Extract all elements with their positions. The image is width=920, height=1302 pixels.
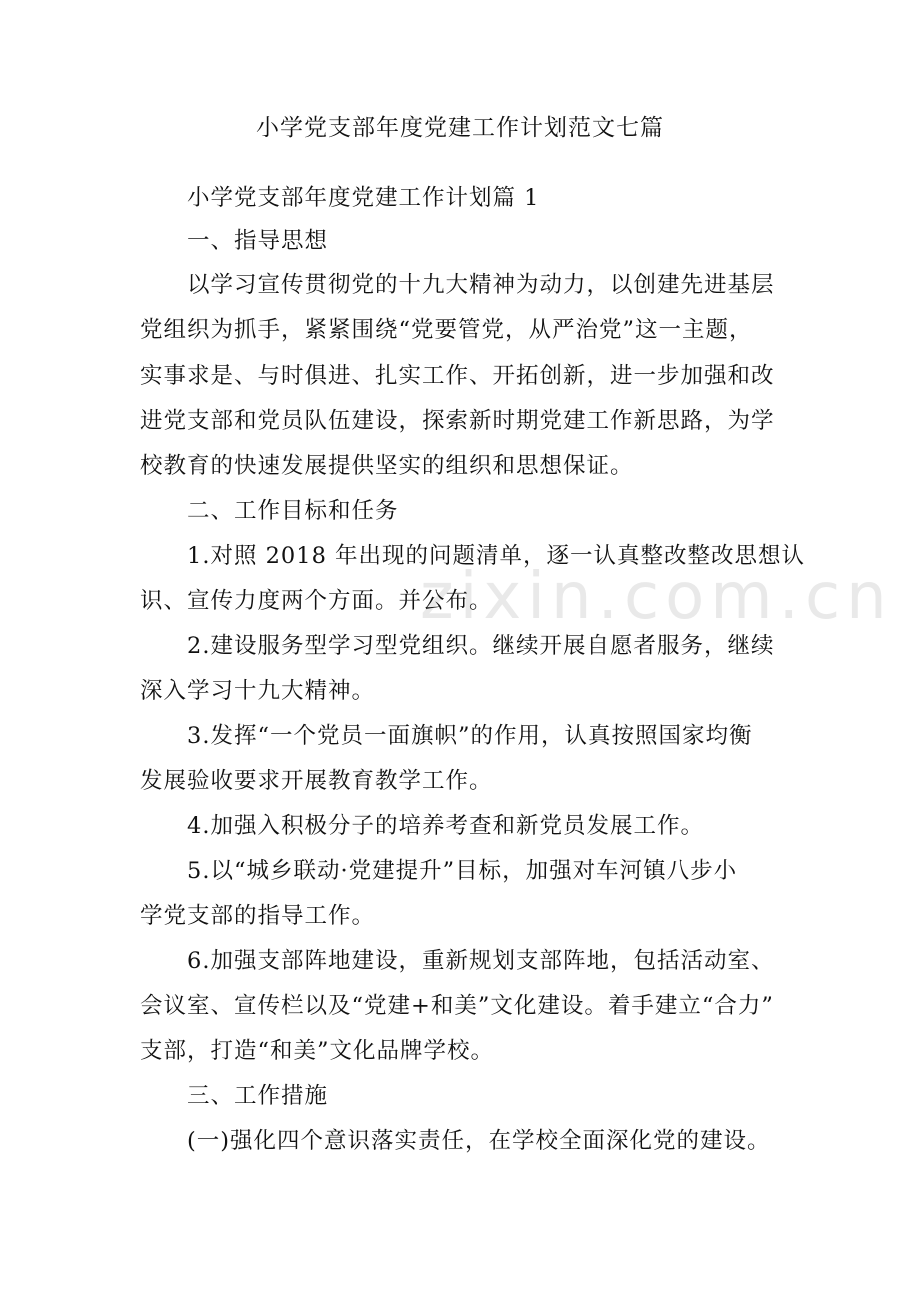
list-item-5-line: 学党支部的指导工作。 [140,903,376,929]
list-item-2-line: 2.建设服务型学习型党组织。继续开展自愿者服务，继续 [187,633,775,659]
list-item-3-line: 发展验收要求开展教育教学工作。 [140,768,493,794]
list-item-6-line: 6.加强支部阵地建设，重新规划支部阵地，包括活动室、 [187,948,775,974]
list-item-2-line: 深入学习十九大精神。 [140,678,376,704]
document-title: 小学党支部年度党建工作计划范文七篇 [256,115,664,141]
paragraph-line: 党组织为抓手，紧紧围绕“党要管党，从严治党”这一主题， [140,317,753,343]
heading-guiding-thought: 一、指导思想 [187,228,329,254]
list-item-3-line: 3.发挥“一个党员一面旗帜”的作用，认真按照国家均衡 [187,723,753,749]
paragraph-line: 校教育的快速发展提供坚实的组织和思想保证。 [140,453,634,479]
list-item-6-line: 支部，打造“和美”文化品牌学校。 [140,1038,495,1064]
list-item-1-line: 1.对照 2018 年出现的问题清单，逐一认真整改整改思想认 [187,543,806,569]
list-item-6-line: 会议室、宣传栏以及“党建+和美”文化建设。着手建立“合力” [140,993,774,1019]
heading-goals-tasks: 二、工作目标和任务 [187,498,399,524]
sub-heading-1: (一)强化四个意识落实责任，在学校全面深化党的建设。 [187,1128,771,1154]
heading-work-measures: 三、工作措施 [187,1083,329,1109]
watermark: zixin.com.cn [420,560,893,634]
paragraph-line: 进党支部和党员队伍建设，探索新时期党建工作新思路，为学 [140,408,775,434]
paragraph-line: 以学习宣传贯彻党的十九大精神为动力，以创建先进基层 [187,272,775,298]
paragraph-line: 实事求是、与时俱进、扎实工作、开拓创新，进一步加强和改 [140,363,775,389]
list-item-1-line: 识、宣传力度两个方面。并公布。 [140,588,493,614]
list-item-5-line: 5.以“城乡联动·党建提升”目标，加强对车河镇八步小 [187,858,738,884]
section-title: 小学党支部年度党建工作计划篇 1 [187,185,540,211]
list-item-4-line: 4.加强入积极分子的培养考查和新党员发展工作。 [187,813,704,839]
